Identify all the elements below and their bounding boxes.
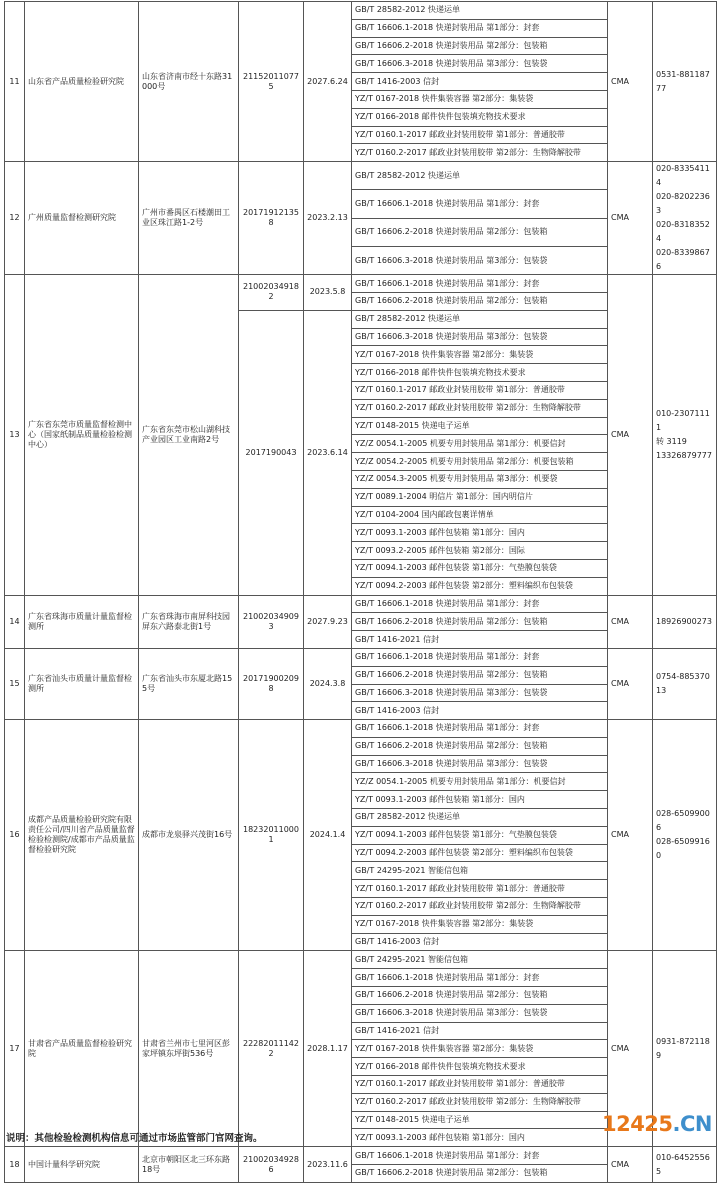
institution-name: 山东省产品质量检验研究院 <box>25 2 139 162</box>
institution-address: 北京市朝阳区北三环东路18号 <box>139 1147 239 1183</box>
standard-item: GB/T 16606.1-2018 快递封装用品 第1部分：封套 <box>352 1147 608 1165</box>
standard-item: YZ/T 0094.2-2003 邮件包装袋 第2部分：塑料编织布包装袋 <box>352 577 608 595</box>
institution-address: 山东省济南市经十东路31000号 <box>139 2 239 162</box>
standard-item: YZ/T 0160.1-2017 邮政业封装用胶带 第1部分：普通胶带 <box>352 880 608 898</box>
standard-item: YZ/T 0104-2004 国内邮政包裹详情单 <box>352 506 608 524</box>
institution-address: 广东省珠海市南屏科技园屏东六路泰北街1号 <box>139 595 239 648</box>
phone-number: 0754-88537013 <box>656 672 710 695</box>
standard-item: YZ/T 0160.2-2017 邮政业封装用胶带 第2部分：生物降解胶带 <box>352 898 608 916</box>
table-row <box>5 2 717 20</box>
table-row <box>5 720 717 738</box>
phone-number: 020-82022363 <box>656 192 710 216</box>
table-row <box>5 275 717 293</box>
cert-number: 210020349182 <box>239 275 304 311</box>
valid-date: 2023.5.8 <box>304 275 352 311</box>
row-number: 11 <box>5 2 25 162</box>
standard-item: GB/T 16606.1-2018 快递封装用品 第1部分：封套 <box>352 969 608 987</box>
standard-item: YZ/T 0160.2-2017 邮政业封装用胶带 第2部分：生物降解胶带 <box>352 144 608 162</box>
standard-item: GB/T 16606.3-2018 快递封装用品 第3部分：包装袋 <box>352 246 608 274</box>
valid-date: 2023.6.14 <box>304 310 352 595</box>
valid-date: 2027.6.24 <box>304 2 352 162</box>
institution-name: 广东省珠海市质量计量监督检测所 <box>25 595 139 648</box>
table-row <box>5 595 717 613</box>
standard-item: YZ/Z 0054.2-2005 机要专用封装用品 第2部分：机要包装箱 <box>352 453 608 471</box>
institution-name: 广东省汕头市质量计量监督检测所 <box>25 648 139 719</box>
standard-item: GB/T 16606.2-2018 快递封装用品 第2部分：包装箱 <box>352 666 608 684</box>
cma-mark: CMA <box>608 648 653 719</box>
standard-item: GB/T 1416-2021 信封 <box>352 1022 608 1040</box>
standard-item: YZ/T 0148-2015 快递电子运单 <box>352 1111 608 1129</box>
phone-number: 0531-88118777 <box>656 69 710 93</box>
phone-cell <box>653 275 717 595</box>
phone-cell <box>653 162 717 275</box>
standard-item: YZ/T 0160.1-2017 邮政业封装用胶带 第1部分：普通胶带 <box>352 126 608 144</box>
institution-name: 甘肃省产品质量监督检验研究院 <box>25 951 139 1147</box>
valid-date: 2024.1.4 <box>304 720 352 951</box>
standard-item: GB/T 24295-2021 智能信包箱 <box>352 862 608 880</box>
standard-item: YZ/T 0167-2018 快件集装容器 第2部分：集装袋 <box>352 90 608 108</box>
standard-item: GB/T 16606.3-2018 快递封装用品 第3部分：包装袋 <box>352 684 608 702</box>
cma-mark: CMA <box>608 951 653 1147</box>
institution-address: 广东省东莞市松山湖科技产业园区工业南路2号 <box>139 275 239 595</box>
phone-number: 020-83398676 <box>656 248 710 272</box>
institution-name: 广东省东莞市质量监督检测中心（国家纸制品质量检验检测中心） <box>25 275 139 595</box>
standard-item: YZ/T 0160.2-2017 邮政业封装用胶带 第2部分：生物降解胶带 <box>352 399 608 417</box>
cert-number: 210020349093 <box>239 595 304 648</box>
phone-cell <box>653 1147 717 1183</box>
valid-date: 2024.3.8 <box>304 648 352 719</box>
valid-date: 2027.9.23 <box>304 595 352 648</box>
row-number: 17 <box>5 951 25 1147</box>
phone-number: 0931-8721189 <box>656 1036 710 1060</box>
standard-item: GB/T 28582-2012 快递运单 <box>352 162 608 190</box>
standard-item: GB/T 1416-2003 信封 <box>352 73 608 91</box>
valid-date: 2023.11.6 <box>304 1147 352 1183</box>
standard-item: YZ/Z 0054.1-2005 机要专用封装用品 第1部分：机要信封 <box>352 435 608 453</box>
phone-cell <box>653 595 717 648</box>
cma-mark: CMA <box>608 162 653 275</box>
standard-item: GB/T 16606.1-2018 快递封装用品 第1部分：封套 <box>352 275 608 293</box>
standard-item: GB/T 16606.1-2018 快递封装用品 第1部分：封套 <box>352 648 608 666</box>
phone-number: 028-65099006 <box>656 809 710 833</box>
row-number: 14 <box>5 595 25 648</box>
cert-number: 201719004З <box>239 310 304 595</box>
standard-item: GB/T 16606.3-2018 快递封装用品 第3部分：包装袋 <box>352 328 608 346</box>
row-number: 18 <box>5 1147 25 1183</box>
row-number: 16 <box>5 720 25 951</box>
standard-item: GB/T 16606.2-2018 快递封装用品 第2部分：包装箱 <box>352 1165 608 1183</box>
table-row <box>5 1147 717 1165</box>
site-watermark: 12425.CN <box>601 1112 712 1136</box>
phone-number: 转 3119 <box>656 436 687 446</box>
standard-item: GB/T 16606.3-2018 快递封装用品 第3部分：包装袋 <box>352 55 608 73</box>
standard-item: YZ/T 0166-2018 邮件快件包装填充物技术要求 <box>352 1058 608 1076</box>
standard-item: GB/T 24295-2021 智能信包箱 <box>352 951 608 969</box>
standard-item: YZ/T 0093.1-2003 邮件包装箱 第1部分：国内 <box>352 791 608 809</box>
institution-address: 成都市龙泉驿兴茂街16号 <box>139 720 239 951</box>
cma-mark: CMA <box>608 2 653 162</box>
standard-item: YZ/T 0093.2-2005 邮件包装箱 第2部分：国际 <box>352 542 608 560</box>
standard-item: YZ/T 0093.1-2003 邮件包装箱 第1部分：国内 <box>352 524 608 542</box>
phone-cell <box>653 2 717 162</box>
phone-cell <box>653 720 717 951</box>
standard-item: GB/T 16606.2-2018 快递封装用品 第2部分：包装箱 <box>352 292 608 310</box>
cma-mark: CMA <box>608 720 653 951</box>
cert-number: 201719121358 <box>239 162 304 275</box>
standard-item: YZ/Z 0054.3-2005 机要专用封装用品 第3部分：机要袋 <box>352 470 608 488</box>
standard-item: GB/T 28582-2012 快递运单 <box>352 2 608 20</box>
cert-number: 201719002098 <box>239 648 304 719</box>
row-number: 12 <box>5 162 25 275</box>
cert-number: 182320110001 <box>239 720 304 951</box>
standard-item: YZ/T 0167-2018 快件集装容器 第2部分：集装袋 <box>352 346 608 364</box>
valid-date: 2028.1.17 <box>304 951 352 1147</box>
institution-address: 广东省汕头市东厦北路155号 <box>139 648 239 719</box>
standard-item: GB/T 16606.3-2018 快递封装用品 第3部分：包装袋 <box>352 1004 608 1022</box>
institution-name: 中国计量科学研究院 <box>25 1147 139 1183</box>
institution-address: 广州市番禺区石楼潮田工业区珠江路1-2号 <box>139 162 239 275</box>
footer-note: 说明：其他检验检测机构信息可通过市场监管部门官网查询。 <box>6 1133 263 1144</box>
standard-item: GB/T 16606.1-2018 快递封装用品 第1部分：封套 <box>352 190 608 218</box>
standard-item: GB/T 16606.3-2018 快递封装用品 第3部分：包装袋 <box>352 755 608 773</box>
standard-item: YZ/T 0166-2018 邮件快件包装填充物技术要求 <box>352 108 608 126</box>
cert-number: 222820111422 <box>239 951 304 1147</box>
phone-number: 13326879777 <box>656 450 712 460</box>
institutions-table <box>4 1 717 1183</box>
standard-item: YZ/T 0167-2018 快件集装容器 第2部分：集装袋 <box>352 915 608 933</box>
cma-mark: CMA <box>608 595 653 648</box>
standard-item: GB/T 28582-2012 快递运单 <box>352 809 608 827</box>
table-row <box>5 648 717 666</box>
standard-item: YZ/T 0093.1-2003 邮件包装箱 第1部分：国内 <box>352 1129 608 1147</box>
phone-number: 010-23071111 <box>656 408 710 432</box>
standard-item: YZ/Z 0054.1-2005 机要专用封装用品 第1部分：机要信封 <box>352 773 608 791</box>
table-row <box>5 951 717 969</box>
standard-item: YZ/T 0160.1-2017 邮政业封装用胶带 第1部分：普通胶带 <box>352 381 608 399</box>
standard-item: GB/T 16606.2-2018 快递封装用品 第2部分：包装箱 <box>352 37 608 55</box>
standard-item: GB/T 16606.2-2018 快递封装用品 第2部分：包装箱 <box>352 613 608 631</box>
standard-item: GB/T 1416-2003 信封 <box>352 933 608 951</box>
phone-cell <box>653 648 717 719</box>
phone-number: 020-83354114 <box>656 164 710 188</box>
standard-item: GB/T 16606.1-2018 快递封装用品 第1部分：封套 <box>352 720 608 738</box>
standard-item: YZ/T 0160.2-2017 邮政业封装用胶带 第2部分：生物降解胶带 <box>352 1093 608 1111</box>
standard-item: YZ/T 0167-2018 快件集装容器 第2部分：集装袋 <box>352 1040 608 1058</box>
standard-item: GB/T 16606.2-2018 快递封装用品 第2部分：包装箱 <box>352 987 608 1005</box>
standard-item: YZ/T 0160.1-2017 邮政业封装用胶带 第1部分：普通胶带 <box>352 1076 608 1094</box>
standard-item: YZ/T 0094.1-2003 邮件包装袋 第1部分：气垫膜包装袋 <box>352 826 608 844</box>
cert-number: 210020349286 <box>239 1147 304 1183</box>
standard-item: GB/T 16606.1-2018 快递封装用品 第1部分：封套 <box>352 595 608 613</box>
phone-number: 028-65099160 <box>656 837 710 861</box>
institution-address: 甘肃省兰州市七里河区彭家坪镇东坪街536号 <box>139 951 239 1147</box>
cma-mark: CMA <box>608 1147 653 1183</box>
phone-number: 020-83183524 <box>656 220 710 244</box>
row-number: 15 <box>5 648 25 719</box>
cma-mark: CMA <box>608 275 653 595</box>
standard-item: GB/T 16606.2-2018 快递封装用品 第2部分：包装箱 <box>352 218 608 246</box>
institution-name: 成都产品质量检验研究院有限责任公司/四川省产品质量监督检验检测院/成都市产品质量监督检验研究院 <box>25 720 139 951</box>
row-number: 13 <box>5 275 25 595</box>
valid-date: 2023.2.13 <box>304 162 352 275</box>
standard-item: GB/T 1416-2021 信封 <box>352 631 608 649</box>
standard-item: GB/T 28582-2012 快递运单 <box>352 310 608 328</box>
standard-item: GB/T 16606.2-2018 快递封装用品 第2部分：包装箱 <box>352 737 608 755</box>
standard-item: YZ/T 0166-2018 邮件快件包装填充物技术要求 <box>352 364 608 382</box>
standard-item: YZ/T 0094.1-2003 邮件包装袋 第1部分：气垫膜包装袋 <box>352 559 608 577</box>
standard-item: YZ/T 0094.2-2003 邮件包装袋 第2部分：塑料编织布包装袋 <box>352 844 608 862</box>
standard-item: YZ/T 0148-2015 快递电子运单 <box>352 417 608 435</box>
phone-number: 010-64525565 <box>656 1152 710 1176</box>
standard-item: GB/T 1416-2003 信封 <box>352 702 608 720</box>
institution-name: 广州质量监督检测研究院 <box>25 162 139 275</box>
standard-item: GB/T 16606.1-2018 快递封装用品 第1部分：封套 <box>352 19 608 37</box>
cert-number: 211520110775 <box>239 2 304 162</box>
table-row <box>5 162 717 190</box>
phone-number: 18926900273 <box>656 616 712 626</box>
standard-item: YZ/T 0089.1-2004 明信片 第1部分：国内明信片 <box>352 488 608 506</box>
